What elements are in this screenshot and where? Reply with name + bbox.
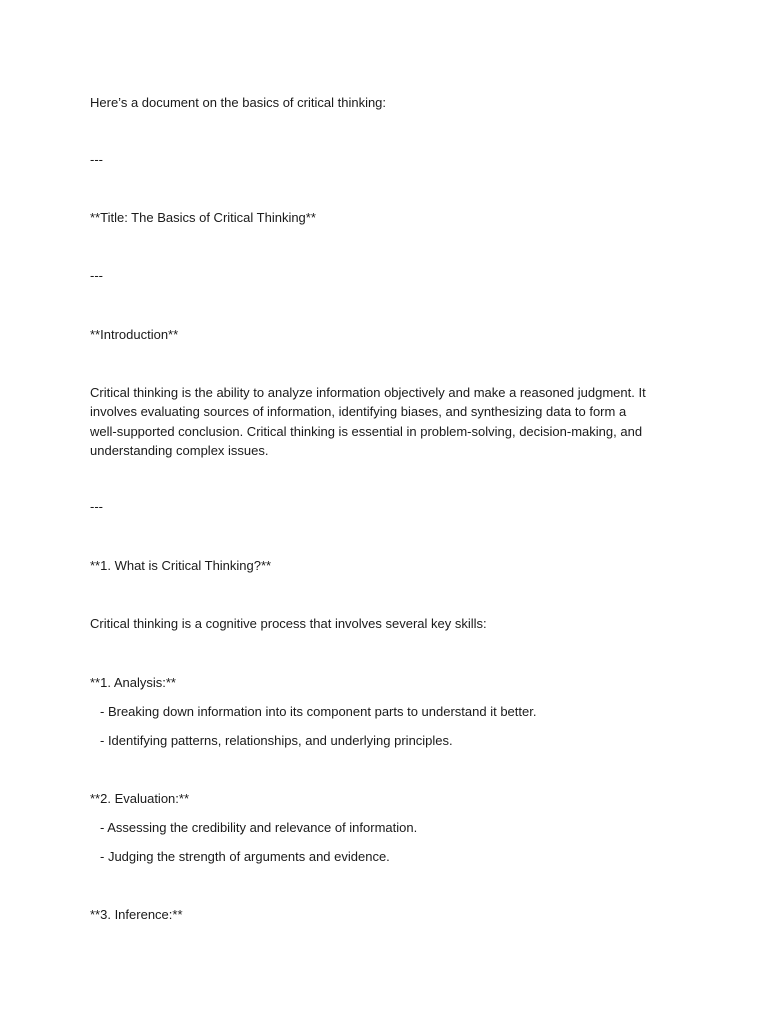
- section-heading: **1. What is Critical Thinking?**: [90, 558, 272, 573]
- list-item: - Assessing the credibility and relevance of information.: [100, 820, 418, 835]
- list-item: - Breaking down information into its component parts to understand it better.: [100, 704, 537, 719]
- separator: ---: [90, 152, 103, 167]
- document-title: **Title: The Basics of Critical Thinking**: [90, 210, 316, 225]
- separator: ---: [90, 268, 103, 283]
- skill-heading-inference: **3. Inference:**: [90, 907, 183, 922]
- intro-line: Here’s a document on the basics of critical thinking:: [90, 95, 387, 110]
- list-item: - Judging the strength of arguments and evidence.: [100, 849, 390, 864]
- skill-heading-analysis: **1. Analysis:**: [90, 675, 176, 690]
- introduction-heading: **Introduction**: [90, 327, 179, 342]
- separator: ---: [90, 499, 103, 514]
- section-intro: Critical thinking is a cognitive process that involves several key skills:: [90, 616, 487, 631]
- skill-heading-evaluation: **2. Evaluation:**: [90, 791, 190, 806]
- introduction-paragraph: Critical thinking is the ability to analyze information objectively and make a reasoned judgment. It involves evaluating sources of information, identifying biases, and synthesizing data to form a well-supported conclusion. Critical thinking is essential in problem-solving, decision-making, and understanding complex issues.: [90, 385, 646, 458]
- list-item: - Identifying patterns, relationships, and underlying principles.: [100, 733, 453, 748]
